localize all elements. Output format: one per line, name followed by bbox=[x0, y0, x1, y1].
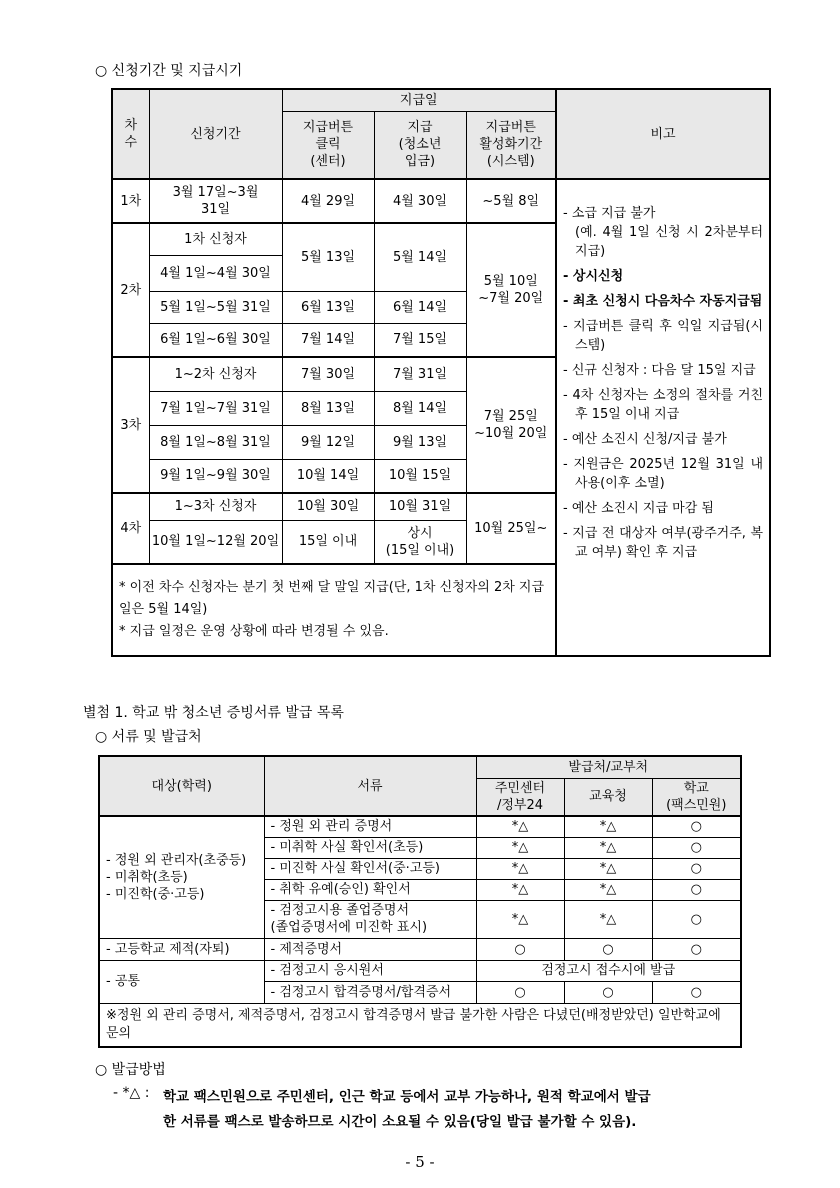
mark: ○ bbox=[564, 938, 652, 960]
r2-activate: 5월 10일 ~7월 20일 bbox=[466, 223, 556, 357]
r1-activate: ~5월 8일 bbox=[466, 179, 556, 223]
mark: ○ bbox=[476, 938, 564, 960]
doc-row-2: - 미취학 사실 확인서(초등) bbox=[264, 837, 476, 858]
remark-1: - 소급 지급 불가 (예. 4월 1일 신청 시 2차분부터 지급) bbox=[563, 206, 764, 259]
header-round: 차 수 bbox=[112, 89, 149, 179]
r1-click: 4월 29일 bbox=[282, 179, 374, 223]
doc-row-5: - 검정고시용 졸업증명서 (졸업증명서에 미진학 표시) bbox=[264, 900, 476, 938]
mark: *△ bbox=[476, 837, 564, 858]
mark: *△ bbox=[476, 816, 564, 837]
remarks-cell bbox=[556, 179, 770, 656]
remark-6: - 4차 신청자는 소정의 절차를 거친 후 15일 이내 지급 bbox=[563, 388, 764, 422]
mark: *△ bbox=[564, 879, 652, 900]
r1-round: 1차 bbox=[112, 179, 149, 223]
header-center: 주민센터 /정부24 bbox=[476, 778, 564, 816]
mark: ○ bbox=[476, 981, 564, 1003]
annex-sub-heading: ○ 서류 및 발급처 bbox=[95, 729, 202, 745]
mark: *△ bbox=[476, 900, 564, 938]
header-period: 신청기간 bbox=[149, 89, 282, 179]
mark: ○ bbox=[652, 938, 741, 960]
header-office: 교육청 bbox=[564, 778, 652, 816]
mark: *△ bbox=[564, 837, 652, 858]
method-line-1: 학교 팩스민원으로 주민센터, 인근 학교 등에서 교부 가능하나, 원적 학교에서 발급 bbox=[163, 1089, 651, 1105]
r2-period-a: 4월 1일~4월 30일 bbox=[149, 255, 282, 291]
r2-prev-deposit: 5월 14일 bbox=[374, 223, 466, 291]
r1-deposit: 4월 30일 bbox=[374, 179, 466, 223]
mark: ○ bbox=[652, 879, 741, 900]
r4-prev-click: 10월 30일 bbox=[282, 493, 374, 520]
remark-7: - 예산 소진시 신청/지급 불가 bbox=[563, 432, 727, 447]
r4-prev: 1~3차 신청자 bbox=[149, 493, 282, 520]
documents-table bbox=[98, 755, 742, 1048]
r3-c-click: 10월 14일 bbox=[282, 459, 374, 493]
remark-5: - 신규 신청자 : 다음 달 15일 지급 bbox=[563, 363, 756, 378]
r2-period-b: 5월 1일~5월 31일 bbox=[149, 291, 282, 323]
r4-prev-deposit: 10월 31일 bbox=[374, 493, 466, 520]
remark-10: - 지급 전 대상자 여부(광주거주, 복교 여부) 확인 후 지급 bbox=[563, 526, 764, 560]
section-heading: ○ 신청기간 및 지급시기 bbox=[95, 63, 243, 79]
r3-period-c: 9월 1일~9월 30일 bbox=[149, 459, 282, 493]
r3-round: 3차 bbox=[112, 357, 149, 493]
mark: *△ bbox=[564, 858, 652, 879]
doc-row-7: - 검정고시 응시원서 bbox=[264, 960, 476, 981]
r3-period-b: 8월 1일~8월 31일 bbox=[149, 425, 282, 459]
page-number: - 5 - bbox=[405, 1153, 435, 1171]
doc-row-3: - 미진학 사실 확인서(중·고등) bbox=[264, 858, 476, 879]
header-target: 대상(학력) bbox=[99, 756, 264, 816]
header-school: 학교 (팩스민원) bbox=[652, 778, 741, 816]
mark: ○ bbox=[564, 981, 652, 1003]
mark: ○ bbox=[652, 858, 741, 879]
annex-footnote: ※정원 외 관리 증명서, 제적증명서, 검정고시 합격증명서 발급 불가한 사람은 다녔던(배정받았던) 일반학교에 문의 bbox=[99, 1003, 741, 1047]
exam-application-note: 검정고시 접수시에 발급 bbox=[476, 960, 741, 981]
r3-b-deposit: 9월 13일 bbox=[374, 425, 466, 459]
doc-row-8: - 검정고시 합격증명서/합격증서 bbox=[264, 981, 476, 1003]
notes-cell bbox=[112, 564, 556, 656]
doc-row-1: - 정원 외 관리 증명서 bbox=[264, 816, 476, 837]
mark: *△ bbox=[476, 879, 564, 900]
r3-prev-deposit: 7월 31일 bbox=[374, 357, 466, 391]
remark-2: - 상시신청 bbox=[563, 269, 624, 284]
schedule-table bbox=[111, 88, 771, 657]
r2-round: 2차 bbox=[112, 223, 149, 357]
doc-row-6: - 제적증명서 bbox=[264, 938, 476, 960]
group-2-target: - 고등학교 제적(자퇴) bbox=[99, 938, 264, 960]
annex-title: 별첨 1. 학교 밖 청소년 증빙서류 발급 목록 bbox=[83, 705, 344, 721]
note-1: * 이전 차수 신청자는 분기 첫 번째 달 말일 지급(단, 1차 신청자의 2차 지급일은 5월 14일) bbox=[119, 580, 545, 617]
r4-activate: 10월 25일~ bbox=[466, 493, 556, 564]
r4-round: 4차 bbox=[112, 493, 149, 564]
header-issuer: 발급처/교부처 bbox=[476, 756, 741, 778]
r3-a-deposit: 8월 14일 bbox=[374, 391, 466, 425]
mark: ○ bbox=[652, 900, 741, 938]
remark-9: - 예산 소진시 지급 마감 됨 bbox=[563, 501, 714, 516]
group-1-target: - 정원 외 관리자(초중등) - 미취학(초등) - 미진학(중·고등) bbox=[99, 816, 264, 938]
r2-prev: 1차 신청자 bbox=[149, 223, 282, 255]
mark: ○ bbox=[652, 837, 741, 858]
method-heading: ○ 발급방법 bbox=[95, 1062, 166, 1078]
header-remarks: 비고 bbox=[556, 89, 770, 179]
r3-a-click: 8월 13일 bbox=[282, 391, 374, 425]
r1-period: 3월 17일~3월 31일 bbox=[149, 179, 282, 223]
r4-a-click: 15일 이내 bbox=[282, 520, 374, 564]
mark: ○ bbox=[652, 816, 741, 837]
header-pay-click: 지급버튼 클릭 (센터) bbox=[282, 111, 374, 179]
r3-activate: 7월 25일 ~10월 20일 bbox=[466, 357, 556, 493]
r3-c-deposit: 10월 15일 bbox=[374, 459, 466, 493]
r3-prev-click: 7월 30일 bbox=[282, 357, 374, 391]
r4-period-a: 10월 1일~12월 20일 bbox=[149, 520, 282, 564]
mark: *△ bbox=[564, 900, 652, 938]
doc-row-4: - 취학 유예(승인) 확인서 bbox=[264, 879, 476, 900]
r2-c-click: 7월 14일 bbox=[282, 323, 374, 357]
r2-prev-click: 5월 13일 bbox=[282, 223, 374, 291]
r2-c-deposit: 7월 15일 bbox=[374, 323, 466, 357]
r4-a-deposit: 상시 (15일 이내) bbox=[374, 520, 466, 564]
remark-8: - 지원금은 2025년 12월 31일 내 사용(이후 소멸) bbox=[563, 457, 764, 491]
header-pay-activate: 지급버튼 활성화기간 (시스템) bbox=[466, 111, 556, 179]
mark: *△ bbox=[476, 858, 564, 879]
mark: ○ bbox=[652, 981, 741, 1003]
method-line-2: 한 서류를 팩스로 발송하므로 시간이 소요될 수 있음(당일 발급 불가할 수 있음). bbox=[163, 1114, 637, 1130]
r2-b-click: 6월 13일 bbox=[282, 291, 374, 323]
r3-period-a: 7월 1일~7월 31일 bbox=[149, 391, 282, 425]
group-3-target: - 공통 bbox=[99, 960, 264, 1003]
r2-period-c: 6월 1일~6월 30일 bbox=[149, 323, 282, 357]
r3-b-click: 9월 12일 bbox=[282, 425, 374, 459]
header-doc: 서류 bbox=[264, 756, 476, 816]
remark-4: - 지급버튼 클릭 후 익일 지급됨(시스템) bbox=[563, 319, 764, 353]
header-pay-deposit: 지급 (청소년 입금) bbox=[374, 111, 466, 179]
remark-3: - 최초 신청시 다음차수 자동지급됨 bbox=[563, 294, 763, 309]
note-2: * 지급 일정은 운영 상황에 따라 변경될 수 있음. bbox=[119, 624, 389, 639]
method-prefix: - *△ : bbox=[113, 1085, 150, 1101]
mark: *△ bbox=[564, 816, 652, 837]
header-pay-date: 지급일 bbox=[282, 89, 556, 111]
r3-prev: 1~2차 신청자 bbox=[149, 357, 282, 391]
r2-b-deposit: 6월 14일 bbox=[374, 291, 466, 323]
